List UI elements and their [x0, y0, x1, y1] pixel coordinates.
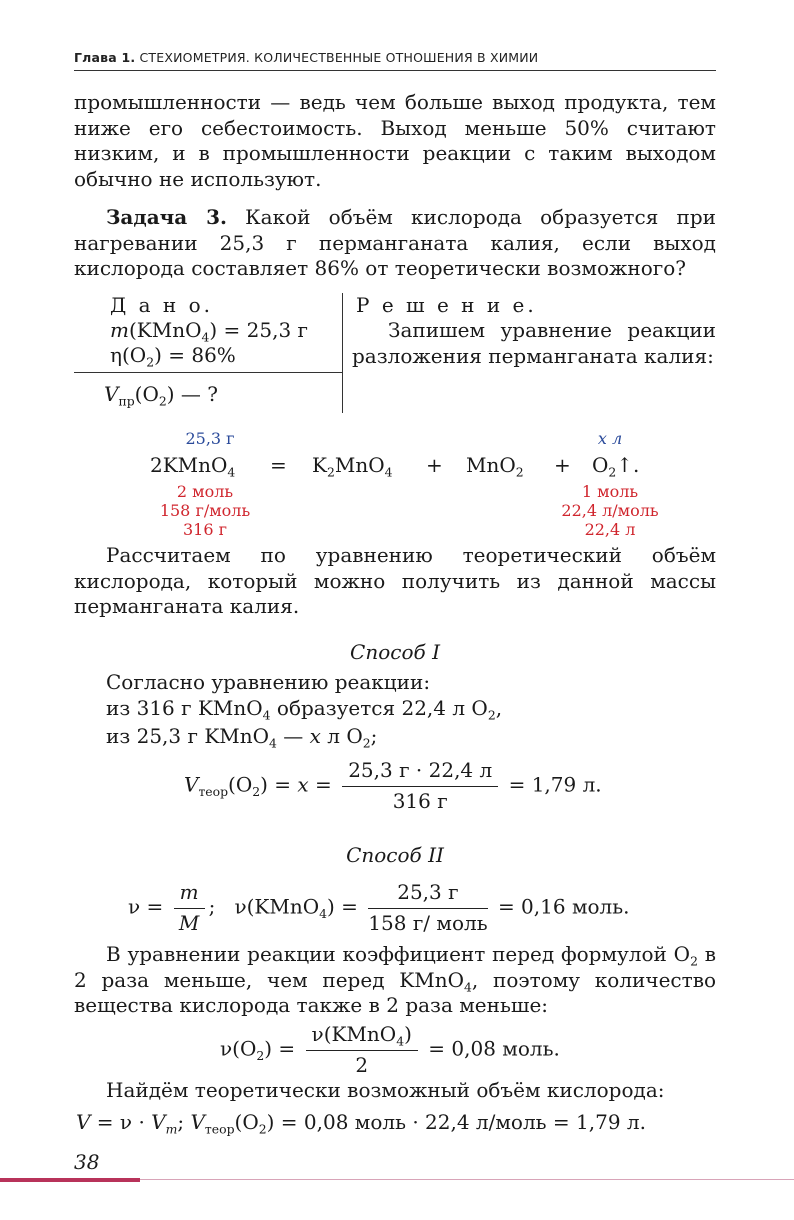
oxygen-moles-formula: $\nu(O_2)$ = $\frac{\nu(KMnO_4)}{2}$ = 0,08 моль.	[220, 1022, 560, 1077]
header-rule	[74, 70, 716, 71]
given-divider	[74, 372, 342, 373]
eq-plus2: +	[554, 453, 571, 477]
eq-below-left: 2 моль 158 г/моль 316 г	[159, 482, 251, 539]
eq-product2: MnO$_2$	[466, 453, 524, 480]
chapter-title: СТЕХИОМЕТРИЯ. КОЛИЧЕСТВЕННЫЕ ОТНОШЕНИЯ В ХИМИИ	[139, 50, 539, 65]
eq-lhs: 2KMnO$_4$	[150, 453, 236, 480]
method1-line1: Согласно уравнению реакции:	[106, 670, 431, 694]
calc-intro: Рассчитаем по уравнению теоретический объём кислорода, который можно получить из данной массы перманганата калия.	[74, 543, 716, 618]
given-title: Д а н о.	[110, 293, 213, 317]
coefficient-paragraph: В уравнении реакции коэффициент перед формулой $O_2$ в 2 раза меньше, чем перед KMnO$_4$, поэтому количество вещества кислорода также в 2 раза меньше:	[74, 942, 717, 1017]
given-find: $V_{пр}(O_2)$ — ?	[104, 382, 218, 409]
chapter-label: Глава 1.	[74, 50, 136, 65]
page-number: 38	[74, 1150, 100, 1174]
method1-line2: из 316 г KMnO$_4$ образуется 22,4 л $O_2$,	[106, 696, 503, 723]
given-mass: m(KMnO$_4$) = 25,3 г	[110, 318, 309, 345]
running-header	[74, 50, 538, 65]
volume-formula: $V = \nu \cdot V_m$; $V_{теор}(O_2) = 0,08$ моль · 22,4 л/моль = 1,79 л.	[76, 1110, 646, 1137]
method1-line3: из 25,3 г KMnO$_4$ — x л $O_2$;	[106, 724, 378, 751]
task-text: Какой объём кислорода образуется при нагревании 25,3 г перманганата калия, если выход кислорода составляет 86% от теоретически возможного?	[74, 205, 716, 280]
eq-plus1: +	[426, 453, 443, 477]
method2-title: Способ II	[346, 843, 444, 867]
eq-below-right: 1 моль 22,4 л/моль 22,4 л	[561, 482, 659, 539]
eq-equals: =	[270, 453, 287, 477]
eq-above-right: x л	[597, 429, 623, 448]
eq-above-left: 25,3 г	[185, 429, 235, 448]
solution-title: Р е ш е н и е.	[356, 293, 537, 317]
intro-paragraph: промышленности — ведь чем больше выход продукта, тем ниже его себестоимость. Выход меньше 50% считают низким, и в промышленности реакции с таким выходом обычно не используют.	[74, 90, 716, 191]
given-yield: $\eta(O_2) = 86\%$	[110, 343, 236, 370]
task-paragraph	[74, 205, 716, 282]
task-label: Задача 3.	[106, 205, 227, 229]
given-solution-divider	[342, 293, 343, 413]
method2-formula: ν = $\frac{m}{M}$ ; ν(KMnO$_4$) = $\frac{25,3 г}{\text{158 г/ моль}}$ = 0,16 моль.	[128, 880, 630, 935]
eq-product3: $O_2↑$.	[592, 453, 640, 480]
eq-product1: $K_2MnO_4$	[312, 453, 393, 480]
method1-formula: $V_{теор}(O_2) = x$ = $\frac{25,3 г \cdot 22,4 л}{316 г}$ = 1,79 л.	[184, 758, 602, 813]
method1-title: Способ I	[350, 640, 440, 664]
footer-accent-bar	[0, 1178, 140, 1182]
solution-text: Запишем уравнение реакции разложения перманганата калия:	[352, 318, 716, 368]
footer-rule	[140, 1179, 794, 1180]
volume-paragraph: Найдём теоретически возможный объём кислорода:	[106, 1078, 665, 1102]
